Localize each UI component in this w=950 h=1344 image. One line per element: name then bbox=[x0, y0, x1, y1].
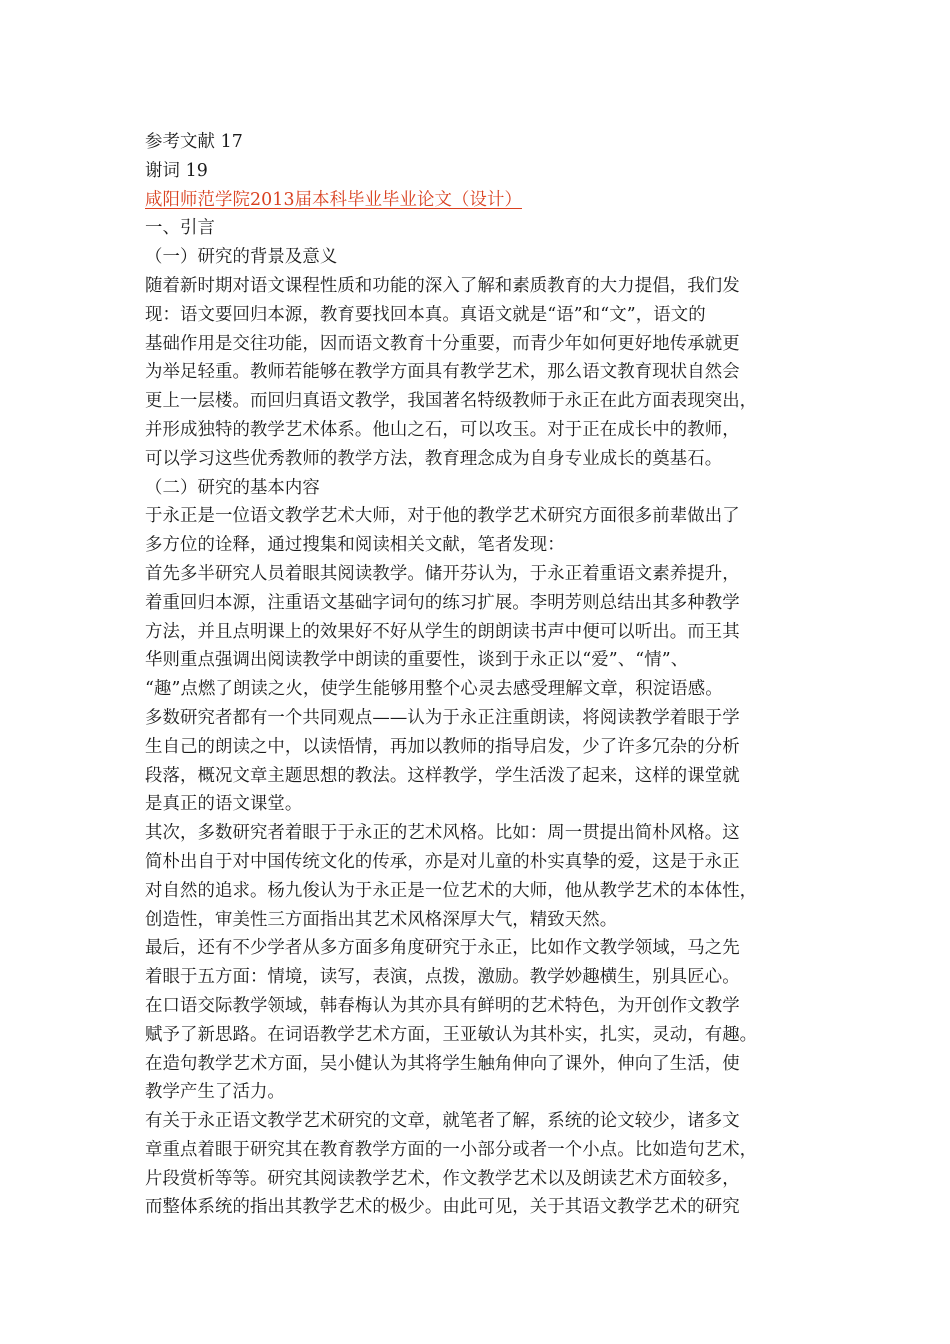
text-line: 而整体系统的指出其教学艺术的极少。由此可见，关于其语文教学艺术的研究 bbox=[145, 1197, 740, 1218]
text-line: 在造句教学艺术方面，吴小健认为其将学生触角伸向了课外，伸向了生活，使 bbox=[145, 1053, 740, 1074]
text-line: 其次，多数研究者着眼于于永正的艺术风格。比如：周一贯提出简朴风格。这 bbox=[145, 823, 740, 844]
text-line: 为举足轻重。教师若能够在教学方面具有教学艺术，那么语文教育现状自然会 bbox=[145, 362, 740, 383]
text-line: 生自己的朗读之中，以读悟情，再加以教师的指导启发，少了许多冗杂的分析 bbox=[145, 736, 740, 757]
text-line: 赋予了新思路。在词语教学艺术方面，王亚敏认为其朴实，扎实，灵动，有趣。 bbox=[145, 1024, 758, 1045]
text-line: 多数研究者都有一个共同观点——认为于永正注重朗读，将阅读教学着眼于学 bbox=[145, 707, 740, 728]
text-line: 随着新时期对语文课程性质和功能的深入了解和素质教育的大力提倡，我们发 bbox=[145, 275, 740, 296]
text-line: 段落，概况文章主题思想的教法。这样教学，学生活泼了起来，这样的课堂就 bbox=[145, 765, 740, 786]
subsection-title-background: （一）研究的背景及意义 bbox=[145, 247, 338, 268]
toc-acknowledgements[interactable]: 谢词 19 bbox=[145, 160, 208, 181]
text-line: 首先多半研究人员着眼其阅读教学。储开芬认为，于永正着重语文素养提升， bbox=[145, 563, 740, 584]
text-line: 教学产生了活力。 bbox=[145, 1082, 285, 1103]
text-line: 华则重点强调出阅读教学中朗读的重要性，谈到于永正以“爱”、“情”、 bbox=[145, 650, 689, 671]
text-line: 简朴出自于对中国传统文化的传承，亦是对儿童的朴实真挚的爱，这是于永正 bbox=[145, 851, 740, 872]
text-line: “趣”点燃了朗读之火，使学生能够用整个心灵去感受理解文章，积淀语感。 bbox=[145, 679, 723, 700]
text-line: 现：语文要回归本源，教育要找回本真。真语文就是“语”和“文”，语文的 bbox=[145, 304, 706, 325]
paragraph-background bbox=[145, 272, 825, 474]
document-page bbox=[145, 128, 825, 1222]
text-line: 创造性，审美性三方面指出其艺术风格深厚大气，精致天然。 bbox=[145, 909, 618, 930]
text-line: 更上一层楼。而回归真语文教学，我国著名特级教师于永正在此方面表现突出， bbox=[145, 391, 758, 412]
text-line: 最后，还有不少学者从多方面多角度研究于永正，比如作文教学领域，马之先 bbox=[145, 938, 740, 959]
text-line: 基础作用是交往功能，因而语文教育十分重要，而青少年如何更好地传承就更 bbox=[145, 333, 740, 354]
paragraph-content bbox=[145, 502, 825, 1222]
text-line: 片段赏析等等。研究其阅读教学艺术，作文教学艺术以及朗读艺术方面较多， bbox=[145, 1168, 740, 1189]
text-line: 有关于永正语文教学艺术研究的文章，就笔者了解，系统的论文较少，诸多文 bbox=[145, 1111, 740, 1132]
text-line: 对自然的追求。杨九俊认为于永正是一位艺术的大师，他从教学艺术的本体性， bbox=[145, 880, 758, 901]
subsection-title-content: （二）研究的基本内容 bbox=[145, 477, 320, 498]
text-line: 章重点着眼于研究其在教育教学方面的一小部分或者一个小点。比如造句艺术， bbox=[145, 1139, 758, 1160]
section-title-introduction: 一、引言 bbox=[145, 218, 215, 239]
toc-references[interactable]: 参考文献 17 bbox=[145, 132, 243, 152]
text-line: 可以学习这些优秀教师的教学方法，教育理念成为自身专业成长的奠基石。 bbox=[145, 448, 723, 469]
text-line: 是真正的语文课堂。 bbox=[145, 794, 303, 815]
text-line: 多方位的诠释，通过搜集和阅读相关文献，笔者发现： bbox=[145, 535, 565, 556]
text-line: 于永正是一位语文教学艺术大师，对于他的教学艺术研究方面很多前辈做出了 bbox=[145, 506, 740, 527]
text-line: 方法，并且点明课上的效果好不好从学生的朗朗读书声中便可以听出。而王其 bbox=[145, 621, 740, 642]
text-line: 着重回归本源，注重语文基础字词句的练习扩展。李明芳则总结出其多种教学 bbox=[145, 592, 740, 613]
header-link[interactable]: 咸阳师范学院2013届本科毕业毕业论文（设计） bbox=[145, 189, 522, 210]
text-line: 着眼于五方面：情境，读写，表演，点拨，激励。教学妙趣横生，别具匠心。 bbox=[145, 967, 740, 988]
text-line: 并形成独特的教学艺术体系。他山之石，可以攻玉。对于正在成长中的教师， bbox=[145, 419, 740, 440]
text-line: 在口语交际教学领域，韩春梅认为其亦具有鲜明的艺术特色，为开创作文教学 bbox=[145, 995, 740, 1016]
